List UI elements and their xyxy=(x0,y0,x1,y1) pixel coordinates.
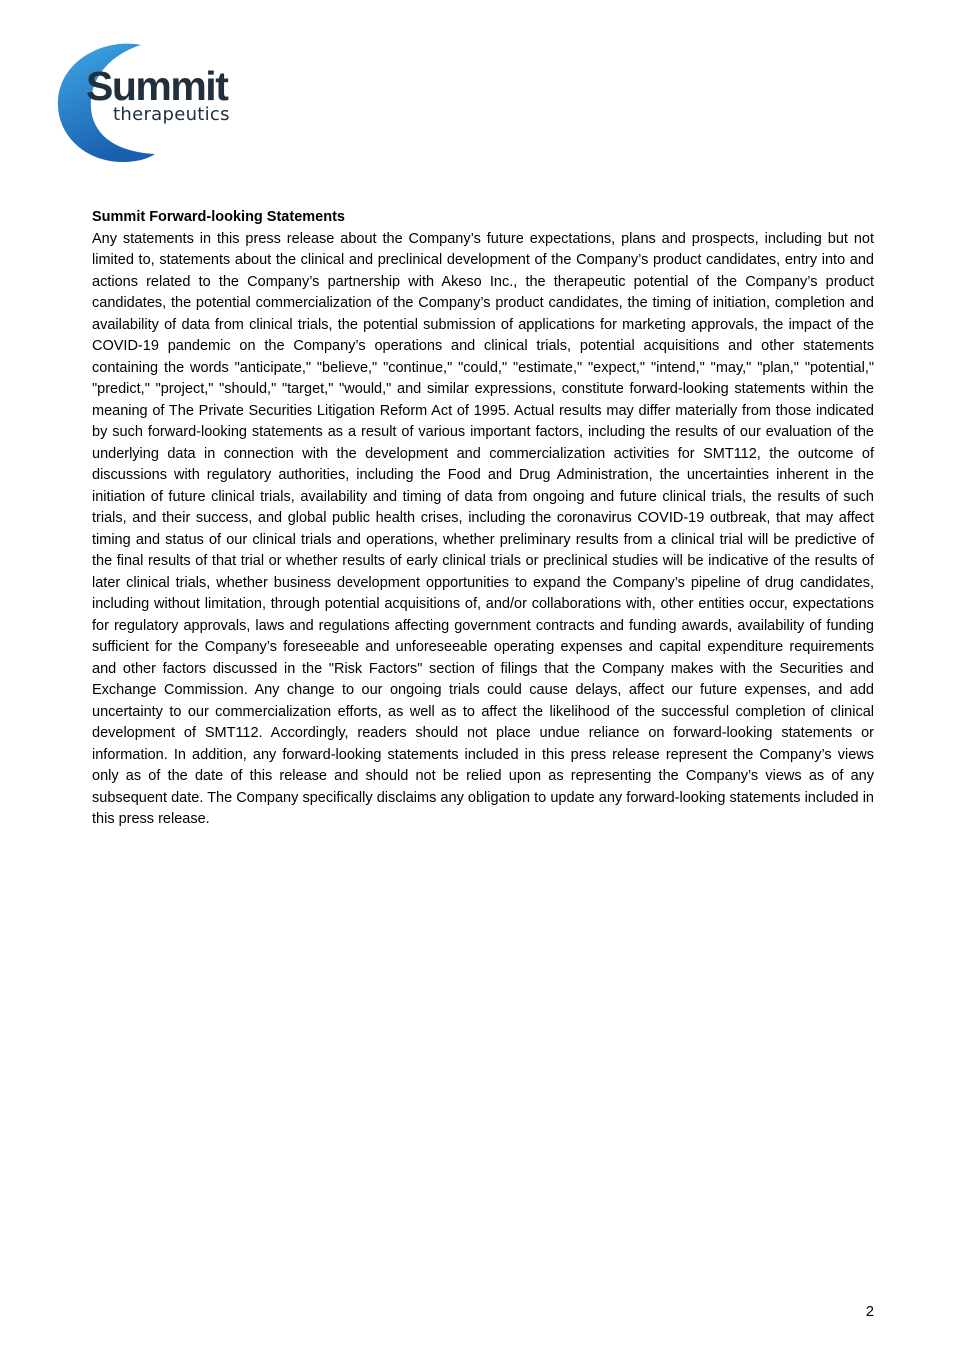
logo-tagline: therapeutics xyxy=(113,104,230,125)
section-heading: Summit Forward-looking Statements xyxy=(92,209,345,225)
forward-looking-section xyxy=(92,207,874,831)
page-number: 2 xyxy=(865,1304,874,1320)
company-logo xyxy=(55,40,255,165)
section-body: Any statements in this press release about the Company’s future expectations, plans and prospects, including but not limited to, statements about the clinical and preclinical development of the Company’s product candidates, entry into and actions related to the Company’s partnership with Akeso Inc., the therapeutic potential of the Company’s product candidates, the potential commercialization of the Company’s product candidates, the timing of initiation, completion and availability of data from clinical trials, the potential submission of applications for marketing approvals, the impact of the COVID-19 pandemic on the Company’s operations and clinical trials, potential acquisitions and other statements containing the words "anticipate," "believe," "continue," "could," "estimate," "expect," "intend," "may," "plan," "potential," "predict," "project," "should," "target," "would," and similar expressions, constitute forward-looking statements within the meaning of The Private Securities Litigation Reform Act of 1995. Actual results may differ materially from those indicated by such forward-looking statements as a result of various important factors, including the results of our evaluation of the underlying data in connection with the development and commercialization activities for SMT112, the outcome of discussions with regulatory authorities, including the Food and Drug Administration, the uncertainties inherent in the initiation of future clinical trials, availability and timing of data from ongoing and future clinical trials, the results of such trials, and their success, and global public health crises, including the coronavirus COVID-19 outbreak, that may affect timing and status of our clinical trials and operations, whether preliminary results from a clinical trial will be predictive of the final results of that trial or whether results of early clinical trials or preclinical studies will be indicative of the results of later clinical trials, whether business development opportunities to expand the Company’s pipeline of drug candidates, including without limitation, through potential acquisitions of, and/or collaborations with, other entities occur, expectations for regulatory approvals, laws and regulations affecting government contracts and funding awards, availability of funding sufficient for the Company’s foreseeable and unforeseeable operating expenses and capital expenditure requirements and other factors discussed in the "Risk Factors" section of filings that the Company makes with the Securities and Exchange Commission. Any change to our ongoing trials could cause delays, affect our future expenses, and add uncertainty to our commercialization efforts, as well as to affect the likelihood of the successful completion of clinical development of SMT112. Accordingly, readers should not place undue reliance on forward-looking statements or information. In addition, any forward-looking statements included in this press release represent the Company’s views only as of the date of this release and should not be relied upon as representing the Company’s views as of any subsequent date. The Company specifically disclaims any obligation to update any forward-looking statements included in this press release. xyxy=(92,230,874,827)
logo-wordmark: Summit xyxy=(86,63,228,109)
